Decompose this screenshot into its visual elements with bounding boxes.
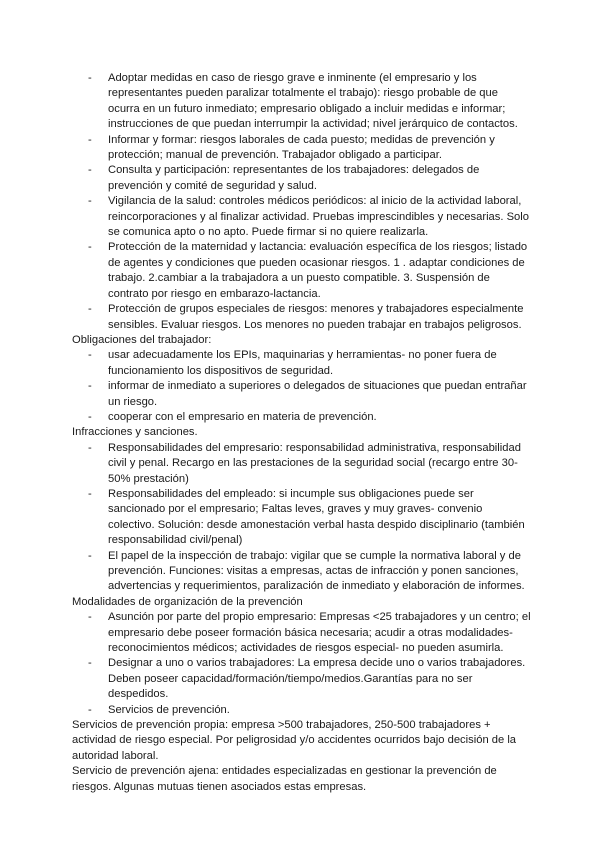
section-heading-infracciones: Infracciones y sanciones. [72, 426, 198, 439]
bullet-dash: - [88, 487, 92, 500]
list-item: - informar de inmediato a superiores o delegados de situaciones que puedan entrañar un riesgo. [88, 380, 527, 408]
bullet-dash: - [88, 657, 92, 670]
paragraph-prevencion-propia: Servicios de prevención propia: empresa >500 trabajadores, 250-500 trabajadores + actividad de riesgo especial. Por peligrosidad y/o accidentes ocurridos bajo decisión de la autoridad laboral. [72, 719, 517, 762]
bullet-dash: - [88, 195, 92, 208]
bullet-dash: - [88, 410, 92, 423]
list-item: - Consulta y participación: representantes de los trabajadores: delegados de prevención y comité de seguridad y salud. [88, 164, 480, 192]
list-item: - El papel de la inspección de trabajo: vigilar que se cumple la normativa laboral y de prevención. Funciones: visitas a empresas, actas de infracción y ponen sanciones, advertencias y requerimientos, paralización de inmediato y elaboración de informes. [88, 549, 525, 593]
section-heading-modalidades: Modalidades de organización de la prevención [72, 595, 303, 608]
section-0-list [72, 71, 532, 333]
list-item: - Designar a uno o varios trabajadores: La empresa decide uno o varios trabajadores. Deben poseer capacidad/formación/tiempo/medios.Garantías para no ser despedidos. [88, 657, 526, 701]
bullet-dash: - [88, 703, 92, 716]
paragraph-prevencion-ajena: Servicio de prevención ajena: entidades especializadas en gestionar la prevención de riesgos. Algunas mutuas tienen asociados estas empresas. [72, 765, 497, 793]
bullet-dash: - [88, 164, 92, 177]
list-item: - Servicios de prevención. [72, 703, 532, 718]
document-body [72, 71, 532, 795]
list-item: - Informar y formar: riesgos laborales de cada puesto; medidas de prevención y protección; manual de prevención. Trabajador obligado a participar. [88, 133, 495, 162]
list-item: - Protección de grupos especiales de riesgos: menores y trabajadores especialmente sensibles. Evaluar riesgos. Los menores no pueden trabajar en trabajos peligrosos. [88, 303, 524, 331]
section-1-list [72, 348, 532, 425]
bullet-dash: - [88, 611, 92, 624]
bullet-dash: - [88, 380, 92, 393]
bullet-dash: - [88, 549, 92, 562]
bullet-dash: - [88, 303, 92, 316]
list-item: - Vigilancia de la salud: controles médicos periódicos: al inicio de la actividad laboral, reincorporaciones y al finalizar actividad. Pruebas imprescindibles y necesarias. Solo se comunica apto o no apto. Puede firmar si no quiere realizarla. [88, 195, 529, 239]
section-3-list [72, 610, 532, 718]
list-item: - Protección de la maternidad y lactancia: evaluación específica de los riesgos; listado de agentes y condiciones que pueden ocasionar riesgos. 1 . adaptar condiciones de trabajo. 2.cambiar a la trabajadora a un puesto compatible. 3. Suspensión de contrato por riesgo en embarazo-lactancia. [88, 241, 528, 300]
section-heading-obligaciones: Obligaciones del trabajador: [72, 333, 212, 346]
bullet-dash: - [88, 133, 92, 146]
list-item: - Asunción por parte del propio empresario: Empresas <25 trabajadores y un centro; el empresario debe poseer formación básica necesaria; acudir a otras modalidades-reconocimientos médicos; actividades de riesgos especial- no pueden asumirla. [88, 611, 531, 655]
list-item: - cooperar con el empresario en materia de prevención. [72, 410, 532, 425]
list-item: - Responsabilidades del empresario: responsabilidad administrativa, responsabilidad civil y penal. Recargo en las prestaciones de la seguridad social (recargo entre 30-50% prestación) [88, 441, 521, 485]
list-item: - Adoptar medidas en caso de riesgo grave e inminente (el empresario y los representantes pueden paralizar totalmente el trabajo): riesgo probable de que ocurra en un futuro inmediato; empresario obligado a incluir medidas e informar; instrucciones de que puedan interrumpir la actividad; nivel jerárquico de contactos. [88, 72, 518, 131]
list-item: - Responsabilidades del empleado: si incumple sus obligaciones puede ser sancionado por el empresario; Faltas leves, graves y muy graves- convenio colectivo. Solución: desde amonestación verbal hasta despido disciplinario (también responsabilidad civil/penal) [88, 487, 525, 547]
bullet-dash: - [88, 72, 92, 84]
bullet-dash: - [88, 349, 92, 362]
bullet-dash: - [88, 441, 92, 454]
bullet-dash: - [88, 241, 92, 254]
section-2-list [72, 441, 532, 595]
list-item: - usar adecuadamente los EPIs, maquinarias y herramientas- no poner fuera de funcionamiento los dispositivos de seguridad. [88, 349, 497, 377]
